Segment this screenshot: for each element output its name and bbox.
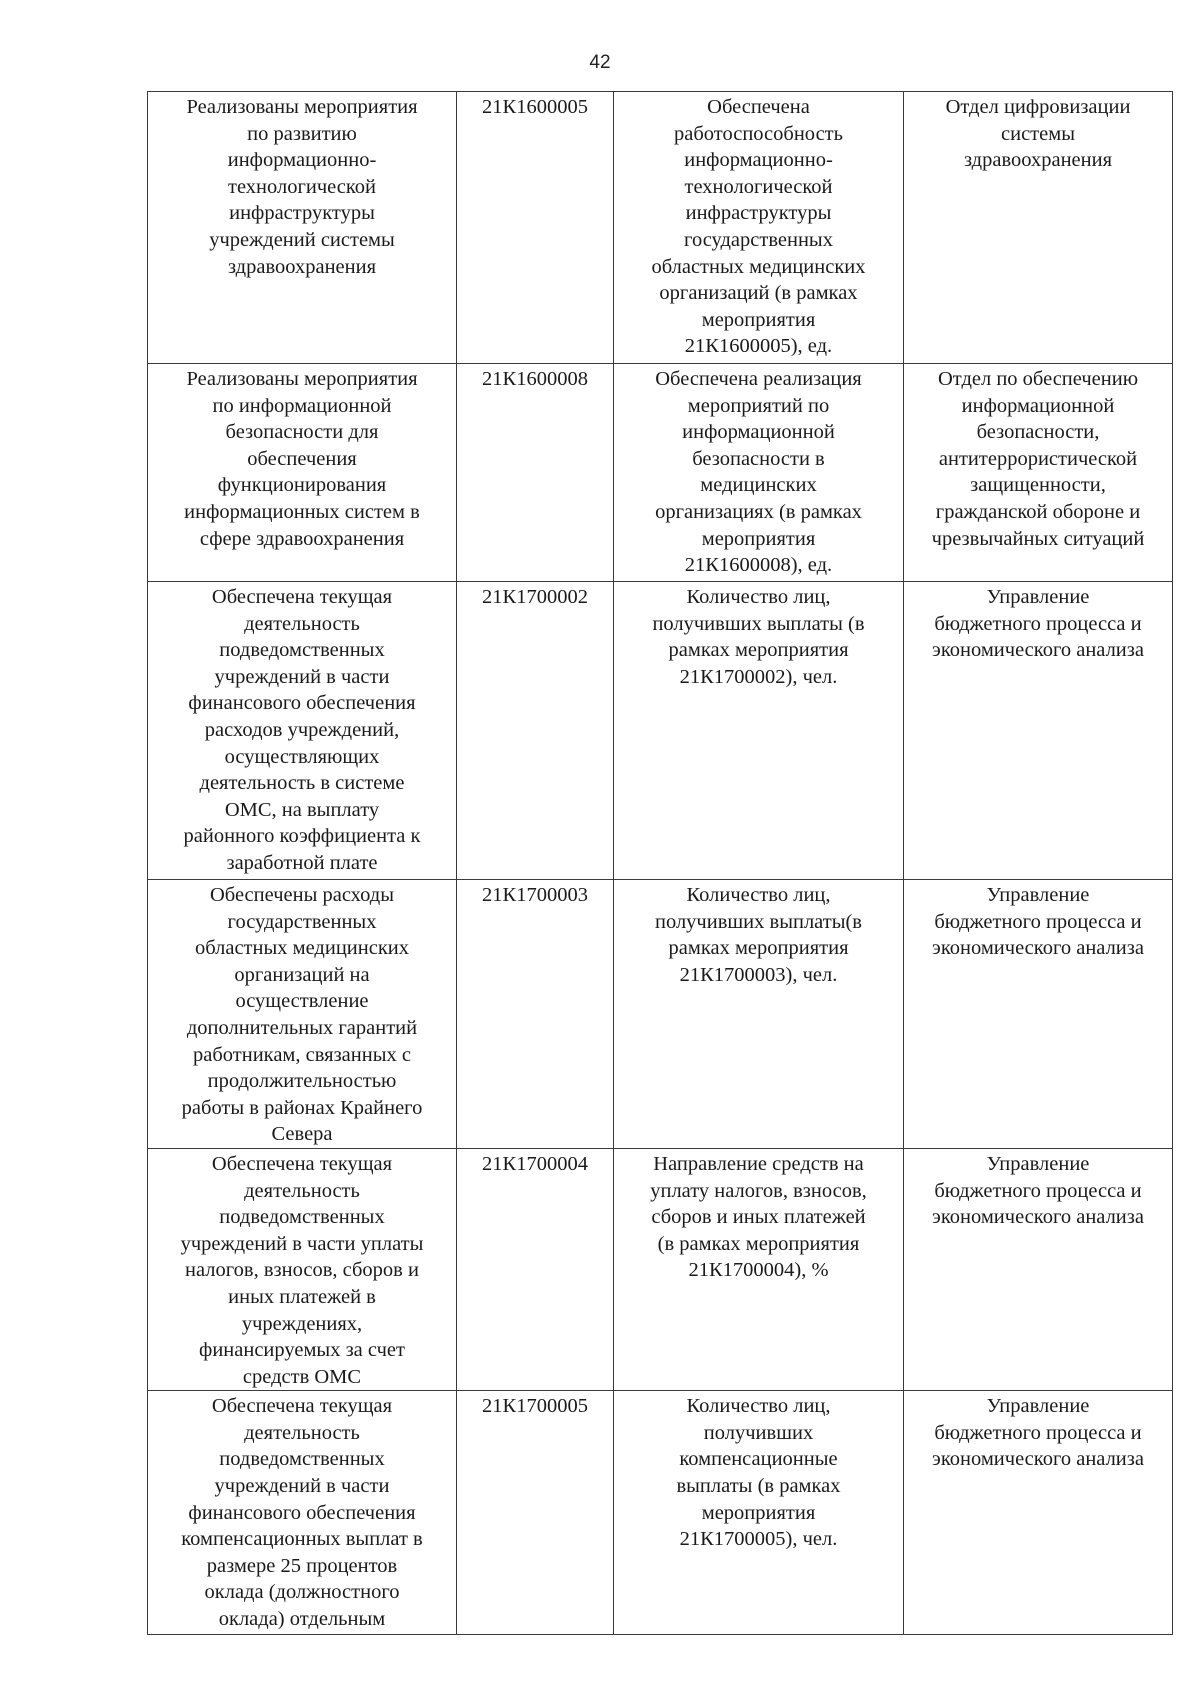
code-cell xyxy=(457,1391,614,1635)
responsible-text: Управление бюджетного процесса и экономического анализа xyxy=(932,884,1144,960)
code-text: 21К1700004 xyxy=(482,1152,588,1175)
result-text: Реализованы мероприятия по развитию информационно- технологической инфраструктуры учреждений системы здравоохранения xyxy=(186,96,418,278)
table-row xyxy=(148,582,1173,880)
result-text: Реализованы мероприятия по информационной безопасности для обеспечения функционирования информационных систем в сфере здравоохранения xyxy=(184,368,420,550)
result-cell xyxy=(148,364,457,582)
indicator-cell xyxy=(614,880,904,1149)
responsible-cell xyxy=(904,582,1173,880)
responsible-cell xyxy=(904,1391,1173,1635)
responsible-cell xyxy=(904,92,1173,364)
indicator-text: Обеспечена работоспособность информационно- технологической инфраструктуры государственных областных медицинских организаций (в рамках мероприятия 21К1600005), ед. xyxy=(651,96,866,358)
code-text: 21К1600008 xyxy=(482,368,588,390)
code-cell xyxy=(457,364,614,582)
code-cell xyxy=(457,582,614,880)
table-row xyxy=(148,880,1173,1149)
code-text: 21К1700002 xyxy=(482,586,588,608)
table-row xyxy=(148,92,1173,364)
indicator-cell xyxy=(614,1148,904,1390)
result-text: Обеспечены расходы государственных областных медицинских организаций на осуществление дополнительных гарантий работникам, связанных с продолжительностью работы в районах Крайнего Севера xyxy=(181,884,423,1146)
responsible-cell xyxy=(904,364,1173,582)
code-text: 21К1700005 xyxy=(482,1395,588,1418)
table-row xyxy=(148,1148,1173,1390)
result-cell xyxy=(148,1391,457,1635)
indicator-text: Обеспечена реализация мероприятий по информационной безопасности в медицинских организациях (в рамках мероприятия 21К1600008), ед. xyxy=(655,368,862,577)
code-text: 21К1700003 xyxy=(482,884,588,906)
result-text: Обеспечена текущая деятельность подведомственных учреждений в части финансового обеспечения расходов учреждений, осуществляющих деятельность в системе ОМС, на выплату районного коэффициента к заработной плате xyxy=(183,586,421,874)
responsible-text: Управление бюджетного процесса и экономического анализа xyxy=(932,1152,1144,1229)
responsible-text: Отдел по обеспечению информационной безопасности, антитеррористической защищенности, гражданской обороне и чрезвычайных ситуаций xyxy=(931,368,1145,550)
responsible-cell xyxy=(904,1148,1173,1390)
result-text: Обеспечена текущая деятельность подведомственных учреждений в части финансового обеспечения компенсационных выплат в размере 25 процентов оклада (должностного оклада) отдельным xyxy=(181,1395,423,1631)
table-row xyxy=(148,364,1173,582)
code-cell xyxy=(457,880,614,1149)
page-number: 42 xyxy=(589,52,611,73)
indicator-text: Количество лиц, получивших компенсационные выплаты (в рамках мероприятия 21К1700005), чел. xyxy=(676,1395,841,1551)
indicator-cell xyxy=(614,1391,904,1635)
indicator-text: Количество лиц, получивших выплаты (в рамках мероприятия 21К1700002), чел. xyxy=(652,586,865,688)
indicator-cell xyxy=(614,92,904,364)
indicator-cell xyxy=(614,582,904,880)
indicator-text: Количество лиц, получивших выплаты(в рамках мероприятия 21К1700003), чел. xyxy=(655,884,862,986)
result-cell xyxy=(148,1148,457,1390)
result-cell xyxy=(148,880,457,1149)
measures-table xyxy=(147,91,1173,1635)
result-text: Обеспечена текущая деятельность подведомственных учреждений в части уплаты налогов, взносов, сборов и иных платежей в учреждениях, финансируемых за счет средств ОМС xyxy=(180,1152,424,1388)
responsible-cell xyxy=(904,880,1173,1149)
responsible-text: Управление бюджетного процесса и экономического анализа xyxy=(932,1395,1144,1471)
code-text: 21К1600005 xyxy=(482,96,588,118)
table-row xyxy=(148,1391,1173,1635)
result-cell xyxy=(148,582,457,880)
code-cell xyxy=(457,92,614,364)
responsible-text: Управление бюджетного процесса и экономического анализа xyxy=(932,586,1144,662)
code-cell xyxy=(457,1148,614,1390)
result-cell xyxy=(148,92,457,364)
indicator-text: Направление средств на уплату налогов, взносов, сборов и иных платежей (в рамках мероприятия 21К1700004), % xyxy=(650,1152,867,1282)
indicator-cell xyxy=(614,364,904,582)
responsible-text: Отдел цифровизации системы здравоохранения xyxy=(945,96,1131,172)
